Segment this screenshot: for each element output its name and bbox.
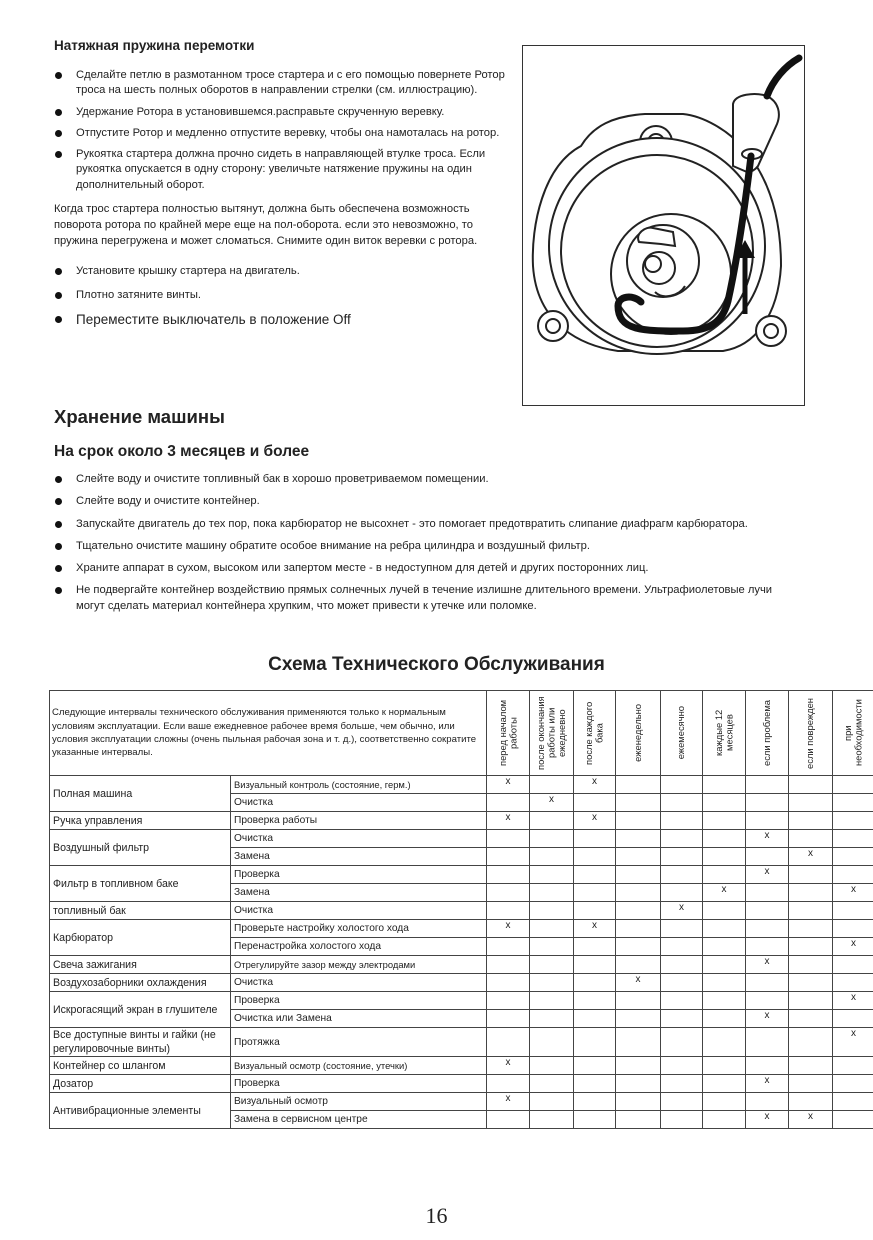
interval-cell — [789, 1075, 833, 1093]
list-item: Тщательно очистите машину обратите особое внимание на ребра цилиндра и воздушный фильтр. — [54, 539, 794, 554]
interval-cell — [487, 1010, 530, 1028]
interval-cell: x — [487, 920, 530, 938]
interval-cell — [789, 938, 833, 956]
interval-cell — [574, 884, 616, 902]
interval-cell: x — [746, 830, 789, 848]
maintenance-table-body — [50, 776, 873, 1129]
interval-cell — [661, 776, 703, 794]
interval-cell: x — [574, 812, 616, 830]
interval-cell — [703, 776, 746, 794]
interval-cell — [661, 884, 703, 902]
interval-cell — [833, 1057, 873, 1075]
interval-cell — [574, 1028, 616, 1057]
interval-cell — [661, 974, 703, 992]
list-item: Запускайте двигатель до тех пор, пока карбюратор не высохнет - это помогает предотвратить слипание диафрагм карбюратора. — [54, 517, 794, 532]
interval-cell — [616, 848, 661, 866]
interval-cell — [703, 1010, 746, 1028]
table-row — [50, 1093, 873, 1111]
component-cell: Свеча зажигания — [50, 956, 231, 974]
interval-cell: x — [746, 1010, 789, 1028]
interval-cell — [530, 812, 574, 830]
interval-cell — [833, 1111, 873, 1129]
interval-cell — [574, 1010, 616, 1028]
maintenance-title: Схема Технического Обслуживания — [268, 654, 605, 675]
interval-cell — [833, 848, 873, 866]
interval-cell — [487, 1111, 530, 1129]
interval-cell — [661, 830, 703, 848]
interval-cell — [487, 848, 530, 866]
action-cell: Отрегулируйте зазор между электродами — [231, 956, 487, 974]
table-row — [50, 866, 873, 884]
interval-cell — [703, 1028, 746, 1057]
interval-cell — [574, 1111, 616, 1129]
interval-cell — [703, 830, 746, 848]
interval-cell — [833, 920, 873, 938]
interval-cell — [789, 1028, 833, 1057]
interval-cell: x — [746, 956, 789, 974]
action-cell: Проверка — [231, 1075, 487, 1093]
interval-cell — [833, 902, 873, 920]
interval-cell: x — [746, 866, 789, 884]
interval-cell — [833, 1075, 873, 1093]
interval-cell — [487, 830, 530, 848]
interval-cell — [487, 794, 530, 812]
interval-cell — [703, 938, 746, 956]
interval-cell: x — [789, 1111, 833, 1129]
interval-cell: x — [833, 1028, 873, 1057]
component-cell: Воздушный фильтр — [50, 830, 231, 866]
list-item: Отпустите Ротор и медленно отпустите веревку, чтобы она намоталась на ротор. — [54, 126, 509, 141]
interval-cell — [789, 866, 833, 884]
starter-illustration — [522, 45, 805, 406]
action-cell: Замена — [231, 848, 487, 866]
column-header: если проблема — [746, 691, 789, 776]
interval-cell — [574, 866, 616, 884]
interval-cell — [746, 794, 789, 812]
component-cell: Воздухозаборники охлаждения — [50, 974, 231, 992]
interval-cell — [746, 938, 789, 956]
interval-cell: x — [487, 776, 530, 794]
interval-cell — [487, 1075, 530, 1093]
interval-cell — [530, 1093, 574, 1111]
interval-cell — [661, 794, 703, 812]
interval-cell — [833, 956, 873, 974]
interval-cell — [616, 992, 661, 1010]
interval-cell — [616, 812, 661, 830]
table-row — [50, 812, 873, 830]
interval-cell — [487, 956, 530, 974]
interval-cell — [530, 830, 574, 848]
component-cell: Полная машина — [50, 776, 231, 812]
action-cell: Визуальный осмотр (состояние, утечки) — [231, 1057, 487, 1075]
action-cell: Очистка — [231, 830, 487, 848]
interval-cell — [833, 974, 873, 992]
interval-cell: x — [487, 812, 530, 830]
interval-cell — [661, 1010, 703, 1028]
interval-cell: x — [487, 1057, 530, 1075]
interval-cell: x — [487, 1093, 530, 1111]
interval-cell — [746, 884, 789, 902]
interval-cell — [530, 1111, 574, 1129]
interval-cell — [661, 848, 703, 866]
interval-cell — [616, 794, 661, 812]
interval-cell — [833, 1010, 873, 1028]
interval-cell — [487, 1028, 530, 1057]
interval-cell — [661, 1111, 703, 1129]
section-title-spring: Натяжная пружина перемотки — [54, 38, 255, 53]
interval-cell: x — [574, 776, 616, 794]
interval-cell — [616, 1010, 661, 1028]
interval-cell — [616, 956, 661, 974]
table-row — [50, 920, 873, 938]
interval-cell — [703, 974, 746, 992]
action-cell: Очистка — [231, 902, 487, 920]
interval-cell: x — [833, 992, 873, 1010]
interval-cell — [530, 884, 574, 902]
interval-cell — [616, 1111, 661, 1129]
interval-cell — [616, 938, 661, 956]
component-cell: Фильтр в топливном баке — [50, 866, 231, 902]
interval-cell — [789, 902, 833, 920]
table-row — [50, 1028, 873, 1057]
interval-cell — [530, 938, 574, 956]
interval-cell — [661, 1093, 703, 1111]
interval-cell — [616, 1075, 661, 1093]
interval-cell — [703, 848, 746, 866]
interval-cell — [530, 848, 574, 866]
interval-cell — [746, 992, 789, 1010]
interval-cell — [746, 812, 789, 830]
component-cell: Карбюратор — [50, 920, 231, 956]
list-item: Установите крышку стартера на двигатель. — [54, 264, 509, 279]
interval-cell — [574, 902, 616, 920]
interval-cell — [530, 956, 574, 974]
component-cell: топливный бак — [50, 902, 231, 920]
interval-cell — [746, 1057, 789, 1075]
spring-section — [54, 38, 509, 334]
column-header: каждые 12 месяцев — [703, 691, 746, 776]
table-row — [50, 1057, 873, 1075]
interval-cell — [789, 830, 833, 848]
interval-cell — [487, 884, 530, 902]
interval-cell: x — [833, 884, 873, 902]
action-cell: Замена в сервисном центре — [231, 1111, 487, 1129]
component-cell: Все доступные винты и гайки (не регулировочные винты) — [50, 1028, 231, 1057]
spring-bullets — [54, 68, 509, 193]
interval-cell — [661, 1057, 703, 1075]
table-row — [50, 902, 873, 920]
column-header: при необходимости — [833, 691, 873, 776]
component-cell: Ручка управления — [50, 812, 231, 830]
interval-cell — [789, 1010, 833, 1028]
component-cell: Искрогасящий экран в глушителе — [50, 992, 231, 1028]
interval-cell — [703, 1057, 746, 1075]
list-item: Плотно затяните винты. — [54, 288, 509, 303]
interval-cell — [746, 776, 789, 794]
interval-cell — [574, 830, 616, 848]
action-cell: Проверка — [231, 992, 487, 1010]
column-header: перед началом работы — [487, 691, 530, 776]
table-row — [50, 974, 873, 992]
interval-cell — [616, 884, 661, 902]
list-item: Удержание Ротора в установившемся.расправьте скрученную веревку. — [54, 105, 509, 120]
interval-cell — [530, 920, 574, 938]
interval-cell — [703, 902, 746, 920]
interval-cell — [616, 1057, 661, 1075]
interval-cell — [616, 902, 661, 920]
table-row — [50, 1075, 873, 1093]
storage-bullets — [54, 472, 794, 620]
interval-cell: x — [833, 938, 873, 956]
interval-cell — [574, 956, 616, 974]
interval-cell — [746, 902, 789, 920]
interval-cell: x — [661, 902, 703, 920]
list-item: Не подвергайте контейнер воздействию прямых солнечных лучей в течение излишне длительного времени. Ультрафиолетовые лучи могут сделать материал контейнера хрупким, что может привести к утечке или поломке. — [54, 583, 794, 614]
interval-cell — [616, 776, 661, 794]
interval-cell — [789, 776, 833, 794]
table-row — [50, 992, 873, 1010]
column-header: после окончания работы или ежедневно — [530, 691, 574, 776]
action-cell: Замена — [231, 884, 487, 902]
interval-cell — [487, 866, 530, 884]
interval-cell: x — [574, 920, 616, 938]
interval-cell — [616, 920, 661, 938]
interval-cell — [746, 1093, 789, 1111]
interval-cell — [487, 974, 530, 992]
interval-cell: x — [530, 794, 574, 812]
interval-cell — [530, 1057, 574, 1075]
interval-cell — [703, 1111, 746, 1129]
interval-cell — [661, 866, 703, 884]
interval-cell — [574, 938, 616, 956]
action-cell: Очистка — [231, 794, 487, 812]
interval-cell — [530, 1075, 574, 1093]
interval-cell — [616, 1093, 661, 1111]
interval-cell — [661, 956, 703, 974]
interval-cell — [789, 920, 833, 938]
interval-cell — [703, 992, 746, 1010]
interval-cell — [487, 938, 530, 956]
component-cell: Контейнер со шлангом — [50, 1057, 231, 1075]
maintenance-intro: Следующие интервалы технического обслуживания применяются только к нормальным условиям эксплуатации. Если ваше ежедневное рабочее время больше, чем обычно, или условия эксплуатации сложны (очень пыльная рабочая зона и т. д.), соответственно сократите указанные интервалы. — [50, 691, 487, 776]
column-header: еженедельно — [616, 691, 661, 776]
starter-diagram — [523, 46, 803, 404]
action-cell: Очистка или Замена — [231, 1010, 487, 1028]
interval-cell — [616, 1028, 661, 1057]
interval-cell — [833, 776, 873, 794]
list-item: Сделайте петлю в размотанном тросе стартера и с его помощью повернете Ротор троса на шесть полных оборотов в направлении стрелки (см. иллюстрацию). — [54, 68, 509, 99]
interval-cell — [746, 1028, 789, 1057]
interval-cell — [530, 776, 574, 794]
interval-cell — [530, 992, 574, 1010]
maintenance-table — [49, 690, 873, 1129]
interval-cell — [574, 1057, 616, 1075]
list-item: Слейте воду и очистите контейнер. — [54, 494, 794, 509]
interval-cell — [530, 902, 574, 920]
interval-cell: x — [746, 1075, 789, 1093]
action-cell: Проверьте настройку холостого хода — [231, 920, 487, 938]
interval-cell — [703, 920, 746, 938]
action-cell: Визуальный осмотр — [231, 1093, 487, 1111]
interval-cell — [833, 812, 873, 830]
interval-cell — [661, 812, 703, 830]
interval-cell — [530, 866, 574, 884]
list-item: Рукоятка стартера должна прочно сидеть в направляющей втулке троса. Если рукоятка опускается в одну сторону: увеличьте натяжение пружины на один дополнительный оборот. — [54, 147, 509, 193]
interval-cell — [574, 992, 616, 1010]
action-cell: Проверка — [231, 866, 487, 884]
list-item: Храните аппарат в сухом, высоком или запертом месте - в недоступном для детей и других посторонних лиц. — [54, 561, 794, 576]
interval-cell — [661, 938, 703, 956]
interval-cell — [703, 794, 746, 812]
spring-paragraph: Когда трос стартера полностью вытянут, должна быть обеспечена возможность поворота ротора по крайней мере еще на пол-оборота. если это невозможно, то пружина перегружена и может сломаться. Снимите один виток веревки с ротора. — [54, 203, 478, 248]
interval-cell — [574, 848, 616, 866]
column-header: ежемесячно — [661, 691, 703, 776]
component-cell: Антивибрационные элементы — [50, 1093, 231, 1129]
interval-cell — [616, 830, 661, 848]
interval-cell — [703, 1093, 746, 1111]
interval-cell — [487, 902, 530, 920]
interval-cell — [661, 1075, 703, 1093]
list-item: Переместите выключатель в положение Off — [54, 312, 509, 327]
interval-cell — [574, 1075, 616, 1093]
interval-cell — [789, 884, 833, 902]
page-number: 16 — [425, 1203, 448, 1228]
action-cell: Визуальный контроль (состояние, герм.) — [231, 776, 487, 794]
action-cell: Очистка — [231, 974, 487, 992]
interval-cell — [746, 920, 789, 938]
interval-cell: x — [746, 1111, 789, 1129]
storage-subtitle: На срок около 3 месяцев и более — [54, 443, 310, 460]
interval-cell — [616, 866, 661, 884]
interval-cell — [574, 1093, 616, 1111]
list-item: Слейте воду и очистите топливный бак в хорошо проветриваемом помещении. — [54, 472, 794, 487]
spring-bullets-2 — [54, 264, 509, 328]
interval-cell — [574, 794, 616, 812]
interval-cell — [661, 1028, 703, 1057]
interval-cell — [789, 1093, 833, 1111]
interval-cell — [530, 974, 574, 992]
interval-cell — [789, 974, 833, 992]
interval-cell: x — [789, 848, 833, 866]
action-cell: Протяжка — [231, 1028, 487, 1057]
interval-cell — [703, 866, 746, 884]
table-row — [50, 830, 873, 848]
table-row — [50, 956, 873, 974]
interval-cell: x — [616, 974, 661, 992]
interval-cell — [661, 920, 703, 938]
column-header: если поврежден — [789, 691, 833, 776]
interval-cell — [833, 830, 873, 848]
component-cell: Дозатор — [50, 1075, 231, 1093]
table-row — [50, 776, 873, 794]
interval-cell — [833, 866, 873, 884]
interval-cell — [789, 812, 833, 830]
interval-cell — [833, 1093, 873, 1111]
interval-cell — [789, 794, 833, 812]
interval-cell — [746, 974, 789, 992]
storage-title: Хранение машины — [54, 406, 225, 427]
interval-cell — [530, 1010, 574, 1028]
column-header: после каждого бака — [574, 691, 616, 776]
interval-cell — [487, 992, 530, 1010]
interval-cell — [574, 974, 616, 992]
interval-cell — [703, 1075, 746, 1093]
interval-cell — [789, 992, 833, 1010]
interval-cell — [746, 848, 789, 866]
interval-cell — [789, 956, 833, 974]
interval-cell: x — [703, 884, 746, 902]
interval-cell — [703, 956, 746, 974]
interval-cell — [833, 794, 873, 812]
interval-cell — [530, 1028, 574, 1057]
action-cell: Проверка работы — [231, 812, 487, 830]
interval-cell — [661, 992, 703, 1010]
interval-cell — [703, 812, 746, 830]
action-cell: Перенастройка холостого хода — [231, 938, 487, 956]
interval-cell — [789, 1057, 833, 1075]
